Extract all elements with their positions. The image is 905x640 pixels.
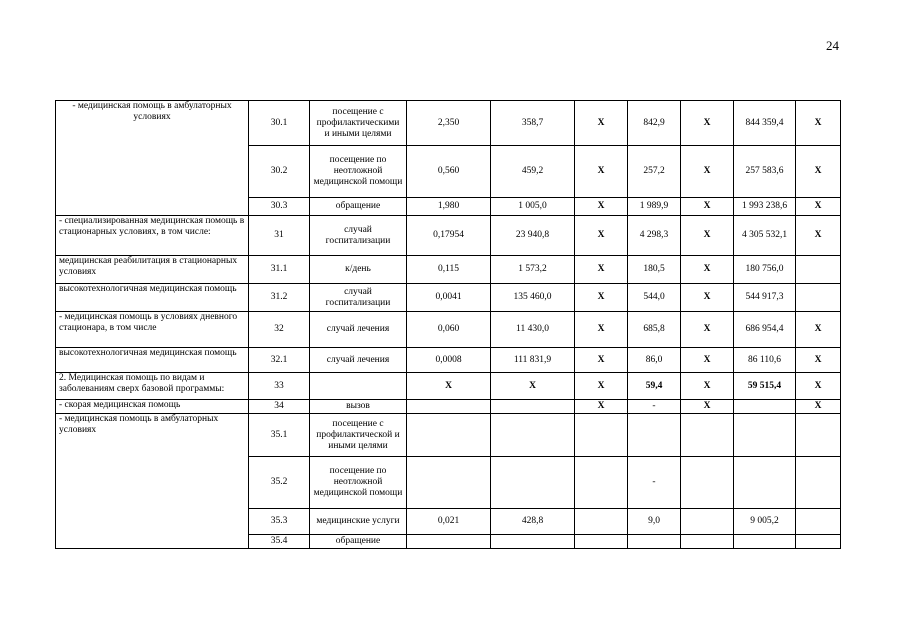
value-cell: 2,350 — [407, 101, 491, 146]
table-row — [56, 400, 841, 414]
value-cell: X — [681, 400, 734, 414]
unit-cell: вызов — [310, 400, 407, 414]
financing-table — [55, 100, 841, 549]
table-row — [56, 373, 841, 400]
service-name-cell: - скорая медицинская помощь — [56, 400, 249, 414]
row-number-cell: 31.1 — [249, 256, 310, 284]
value-cell: 844 359,4 — [734, 101, 796, 146]
value-cell: X — [681, 312, 734, 348]
row-number-cell: 32 — [249, 312, 310, 348]
value-cell: X — [575, 256, 628, 284]
value-cell: 257,2 — [628, 146, 681, 198]
value-cell: 23 940,8 — [491, 216, 575, 256]
value-cell — [796, 535, 841, 549]
value-cell: X — [407, 373, 491, 400]
service-name-cell: - медицинская помощь в амбулаторных условиях — [56, 414, 249, 549]
unit-cell: медицинские услуги — [310, 509, 407, 535]
unit-cell: посещение по неотложной медицинской помощи — [310, 146, 407, 198]
value-cell: 1 993 238,6 — [734, 198, 796, 216]
service-name-cell: высокотехнологичная медицинская помощь — [56, 284, 249, 312]
value-cell — [796, 284, 841, 312]
table-row — [56, 312, 841, 348]
value-cell: 86 110,6 — [734, 348, 796, 373]
value-cell: X — [575, 312, 628, 348]
unit-cell: посещение по неотложной медицинской помощи — [310, 457, 407, 509]
value-cell: 111 831,9 — [491, 348, 575, 373]
page-number: 24 — [826, 38, 839, 53]
value-cell: X — [796, 198, 841, 216]
value-cell — [407, 414, 491, 457]
unit-cell: к/день — [310, 256, 407, 284]
value-cell: X — [575, 373, 628, 400]
value-cell: X — [491, 373, 575, 400]
value-cell: 4 305 532,1 — [734, 216, 796, 256]
value-cell: 180 756,0 — [734, 256, 796, 284]
value-cell: X — [681, 216, 734, 256]
value-cell — [628, 535, 681, 549]
value-cell: 428,8 — [491, 509, 575, 535]
value-cell: X — [796, 373, 841, 400]
value-cell: X — [796, 400, 841, 414]
value-cell: X — [575, 216, 628, 256]
value-cell: 544,0 — [628, 284, 681, 312]
table-row — [56, 256, 841, 284]
value-cell: X — [796, 216, 841, 256]
value-cell — [796, 256, 841, 284]
value-cell: 1 989,9 — [628, 198, 681, 216]
unit-cell: обращение — [310, 198, 407, 216]
value-cell — [681, 414, 734, 457]
value-cell: X — [796, 348, 841, 373]
value-cell — [491, 400, 575, 414]
row-number-cell: 35.1 — [249, 414, 310, 457]
value-cell — [407, 400, 491, 414]
value-cell: 1 005,0 — [491, 198, 575, 216]
value-cell — [628, 414, 681, 457]
table-row — [56, 284, 841, 312]
value-cell — [796, 457, 841, 509]
value-cell: X — [681, 348, 734, 373]
value-cell: X — [681, 101, 734, 146]
value-cell: X — [681, 256, 734, 284]
value-cell: 459,2 — [491, 146, 575, 198]
value-cell — [575, 535, 628, 549]
value-cell: X — [796, 146, 841, 198]
value-cell — [734, 400, 796, 414]
service-name-cell: - медицинская помощь в амбулаторных условиях — [56, 101, 249, 216]
value-cell — [407, 535, 491, 549]
value-cell — [734, 457, 796, 509]
value-cell: 11 430,0 — [491, 312, 575, 348]
row-number-cell: 30.1 — [249, 101, 310, 146]
unit-cell: случай лечения — [310, 312, 407, 348]
value-cell — [681, 509, 734, 535]
value-cell — [575, 509, 628, 535]
value-cell: 544 917,3 — [734, 284, 796, 312]
table-row — [56, 348, 841, 373]
value-cell: - — [628, 457, 681, 509]
unit-cell: случай лечения — [310, 348, 407, 373]
row-number-cell: 30.2 — [249, 146, 310, 198]
value-cell — [491, 414, 575, 457]
row-number-cell: 30.3 — [249, 198, 310, 216]
row-number-cell: 35.2 — [249, 457, 310, 509]
value-cell — [491, 535, 575, 549]
value-cell — [734, 535, 796, 549]
value-cell — [407, 457, 491, 509]
value-cell — [796, 509, 841, 535]
value-cell: 0,060 — [407, 312, 491, 348]
value-cell — [734, 414, 796, 457]
unit-cell: посещение с профилактической и иными целями — [310, 414, 407, 457]
table-row — [56, 216, 841, 256]
value-cell: 0,17954 — [407, 216, 491, 256]
unit-cell: обращение — [310, 535, 407, 549]
value-cell: 86,0 — [628, 348, 681, 373]
value-cell: X — [681, 373, 734, 400]
unit-cell: случай госпитализации — [310, 284, 407, 312]
service-name-cell: высокотехнологичная медицинская помощь — [56, 348, 249, 373]
row-number-cell: 32.1 — [249, 348, 310, 373]
value-cell: - — [628, 400, 681, 414]
service-name-cell: медицинская реабилитация в стационарных условиях — [56, 256, 249, 284]
unit-cell: посещение с профилактическими и иными целями — [310, 101, 407, 146]
value-cell: X — [796, 312, 841, 348]
value-cell: 9 005,2 — [734, 509, 796, 535]
row-number-cell: 31 — [249, 216, 310, 256]
value-cell: 4 298,3 — [628, 216, 681, 256]
value-cell: 180,5 — [628, 256, 681, 284]
row-number-cell: 34 — [249, 400, 310, 414]
value-cell: 0,021 — [407, 509, 491, 535]
row-number-cell: 35.4 — [249, 535, 310, 549]
value-cell: 685,8 — [628, 312, 681, 348]
value-cell — [575, 414, 628, 457]
service-name-cell: - специализированная медицинская помощь в стационарных условиях, в том числе: — [56, 216, 249, 256]
value-cell — [796, 414, 841, 457]
row-number-cell: 35.3 — [249, 509, 310, 535]
value-cell — [681, 457, 734, 509]
table-row — [56, 414, 841, 457]
value-cell: 135 460,0 — [491, 284, 575, 312]
value-cell: 59,4 — [628, 373, 681, 400]
value-cell: 9,0 — [628, 509, 681, 535]
value-cell: 0,560 — [407, 146, 491, 198]
value-cell: X — [681, 284, 734, 312]
value-cell: 1 573,2 — [491, 256, 575, 284]
value-cell — [681, 535, 734, 549]
unit-cell: случай госпитализации — [310, 216, 407, 256]
value-cell: 257 583,6 — [734, 146, 796, 198]
value-cell: 0,0008 — [407, 348, 491, 373]
value-cell: X — [575, 348, 628, 373]
value-cell: X — [575, 101, 628, 146]
value-cell: 686 954,4 — [734, 312, 796, 348]
value-cell: X — [575, 146, 628, 198]
table-row — [56, 101, 841, 146]
value-cell: X — [796, 101, 841, 146]
value-cell: X — [681, 146, 734, 198]
value-cell: X — [575, 198, 628, 216]
value-cell: 59 515,4 — [734, 373, 796, 400]
value-cell: X — [681, 198, 734, 216]
service-name-cell: 2. Медицинская помощь по видам и заболеваниям сверх базовой программы: — [56, 373, 249, 400]
service-name-cell: - медицинская помощь в условиях дневного стационара, в том числе — [56, 312, 249, 348]
value-cell: 1,980 — [407, 198, 491, 216]
value-cell — [575, 457, 628, 509]
value-cell: 0,0041 — [407, 284, 491, 312]
row-number-cell: 31.2 — [249, 284, 310, 312]
value-cell: 358,7 — [491, 101, 575, 146]
row-number-cell: 33 — [249, 373, 310, 400]
value-cell — [491, 457, 575, 509]
unit-cell — [310, 373, 407, 400]
value-cell: X — [575, 284, 628, 312]
value-cell: 842,9 — [628, 101, 681, 146]
value-cell: 0,115 — [407, 256, 491, 284]
value-cell: X — [575, 400, 628, 414]
